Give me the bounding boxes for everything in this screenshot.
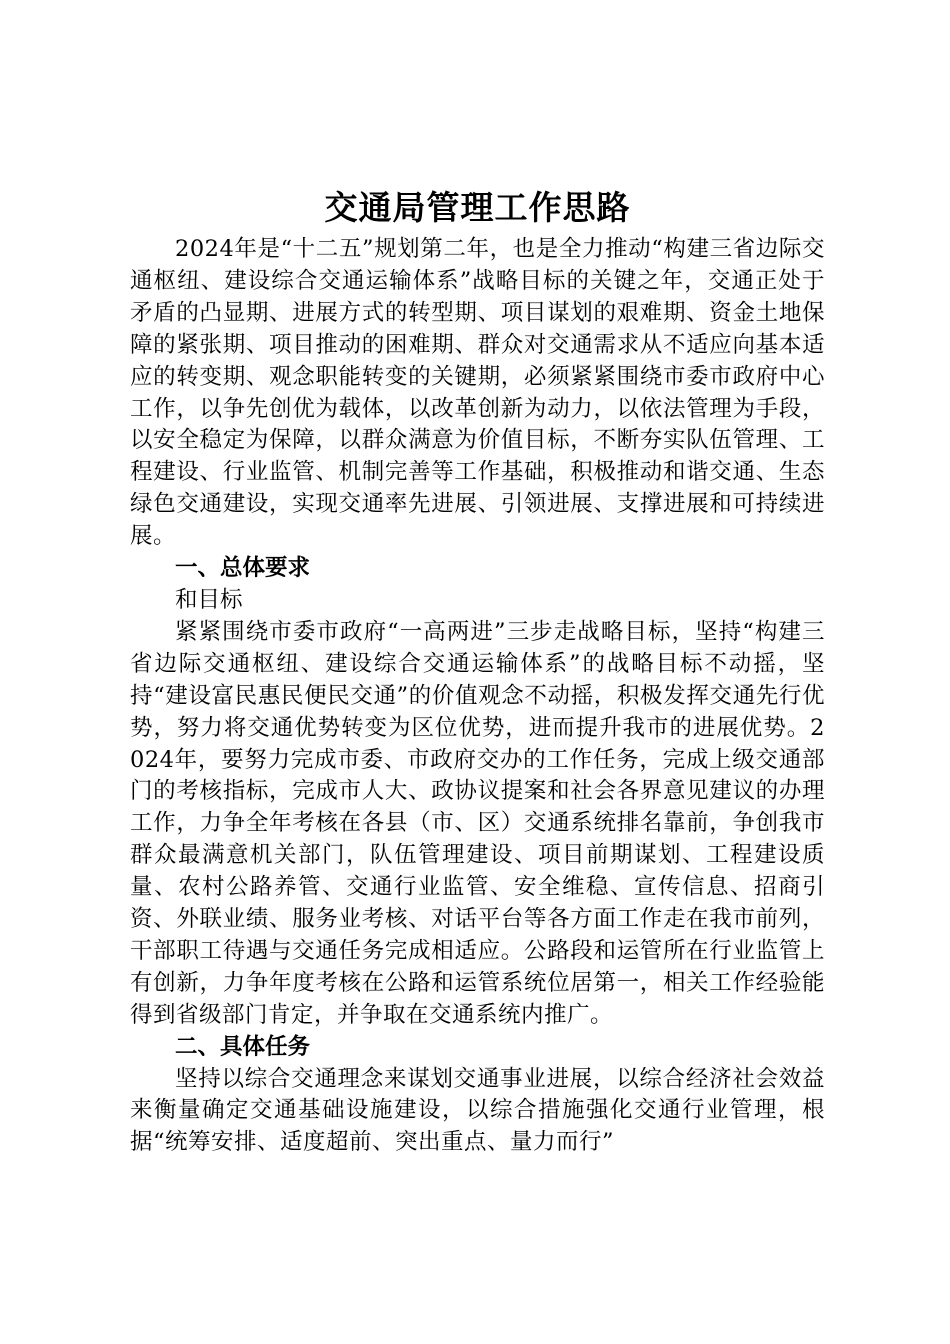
section-heading-specific-tasks: 二、具体任务 bbox=[175, 1033, 311, 1060]
paragraph-tasks: 坚持以综合交通理念来谋划交通事业进展，以综合经济社会效益来衡量确定交通基础设施建设，以综合措施强化交通行业管理，根据“统筹安排、适度超前、突出重点、量力而行” bbox=[130, 1065, 825, 1156]
paragraph-intro: 2024年是“十二五”规划第二年，也是全力推动“构建三省边际交通枢纽、建设综合交通运输体系”战略目标的关键之年，交通正处于矛盾的凸显期、进展方式的转型期、项目谋划的艰难期、资金土地保障的紧张期、项目推动的困难期、群众对交通需求从不适应向基本适应的转变期、观念职能转变的关键期，必须紧紧围绕市委市政府中心工作，以争先创优为载体，以改革创新为动力，以依法管理为手段，以安全稳定为保障，以群众满意为价值目标，不断夯实队伍管理、工程建设、行业监管、机制完善等工作基础，积极推动和谐交通、生态绿色交通建设，实现交通率先进展、引领进展、支撑进展和可持续进展。 bbox=[130, 236, 825, 550]
section-heading-overall-requirements: 一、总体要求 bbox=[175, 555, 311, 582]
document-title: 交通局管理工作思路 bbox=[324, 188, 631, 227]
document-page bbox=[130, 182, 825, 1159]
paragraph-goals: 紧紧围绕市委市政府“一高两进”三步走战略目标，坚持“构建三省边际交通枢纽、建设综合交通运输体系”的战略目标不动摇，坚持“建设富民惠民便民交通”的价值观念不动摇，积极发挥交通先行优势，努力将交通优势转变为区位优势，进而提升我市的进展优势。2024年，要努力完成市委、市政府交办的工作任务，完成上级交通部门的考核指标，完成市人大、政协议提案和社会各界意见建议的办理工作，力争全年考核在各县（市、区）交通系统排名靠前，争创我市群众最满意机关部门，队伍管理建设、项目前期谋划、工程建设质量、农村公路养管、交通行业监管、安全维稳、宣传信息、招商引资、外联业绩、服务业考核、对话平台等各方面工作走在我市前列，干部职工待遇与交通任务完成相适应。公路段和运管所在行业监管上有创新，力争年度考核在公路和运管系统位居第一，相关工作经验能得到省级部门肯定，并争取在交通系统内推广。 bbox=[130, 618, 825, 1028]
section-heading-continuation: 和目标 bbox=[175, 586, 243, 613]
